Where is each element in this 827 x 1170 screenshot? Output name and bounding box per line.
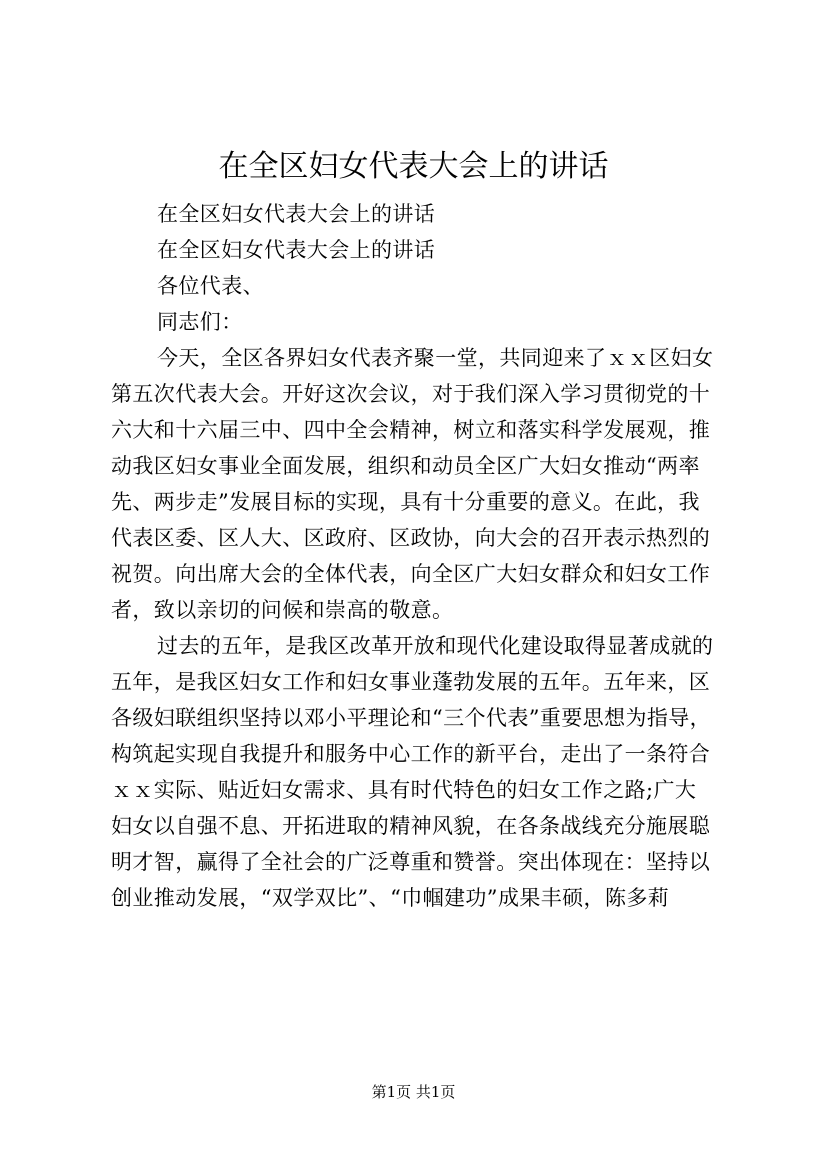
body-line: 在全区妇女代表大会上的讲话 xyxy=(157,238,436,262)
body-line: 动我区妇女事业全面发展，组织和动员全区广大妇女推动“两率 xyxy=(111,454,700,478)
body-line: 代表区委、区人大、区政府、区政协，向大会的召开表示热烈的 xyxy=(111,526,711,550)
body-line: 先、两步走”发展目标的实现，具有十分重要的意义。在此，我 xyxy=(111,490,700,514)
page-footer: 第1页 共1页 xyxy=(371,1083,456,1101)
body-line: 祝贺。向出席大会的全体代表，向全区广大妇女群众和妇女工作 xyxy=(111,562,711,586)
body-line: 各位代表、 xyxy=(157,274,264,298)
body-line: 今天，全区各界妇女代表齐聚一堂，共同迎来了ｘｘ区妇女 xyxy=(157,346,714,370)
body-line: ｘｘ实际、贴近妇女需求、具有时代特色的妇女工作之路;广大 xyxy=(111,778,697,802)
body-line: 在全区妇女代表大会上的讲话 xyxy=(157,202,436,226)
body-line: 过去的五年，是我区改革开放和现代化建设取得显著成就的 xyxy=(157,634,714,658)
document-body xyxy=(111,196,723,916)
body-line: 妇女以自强不息、开拓进取的精神风貌，在各条战线充分施展聪 xyxy=(111,814,711,838)
body-line: 创业推动发展，“双学双比”、“巾帼建功”成果丰硕，陈多莉 xyxy=(111,886,670,910)
body-line: 五年，是我区妇女工作和妇女事业蓬勃发展的五年。五年来，区 xyxy=(111,670,711,694)
body-line: 六大和十六届三中、四中全会精神，树立和落实科学发展观，推 xyxy=(111,418,711,442)
body-line: 同志们： xyxy=(157,310,243,334)
document-title: 在全区妇女代表大会上的讲话 xyxy=(218,149,609,184)
body-line: 构筑起实现自我提升和服务中心工作的新平台，走出了一条符合 xyxy=(111,742,711,766)
body-line: 明才智，赢得了全社会的广泛尊重和赞誉。突出体现在：坚持以 xyxy=(111,850,711,874)
body-line: 各级妇联组织坚持以邓小平理论和“三个代表”重要思想为指导， xyxy=(111,706,712,730)
body-line: 第五次代表大会。开好这次会议，对于我们深入学习贯彻党的十 xyxy=(111,382,711,406)
body-line: 者，致以亲切的问候和崇高的敬意。 xyxy=(111,598,454,622)
